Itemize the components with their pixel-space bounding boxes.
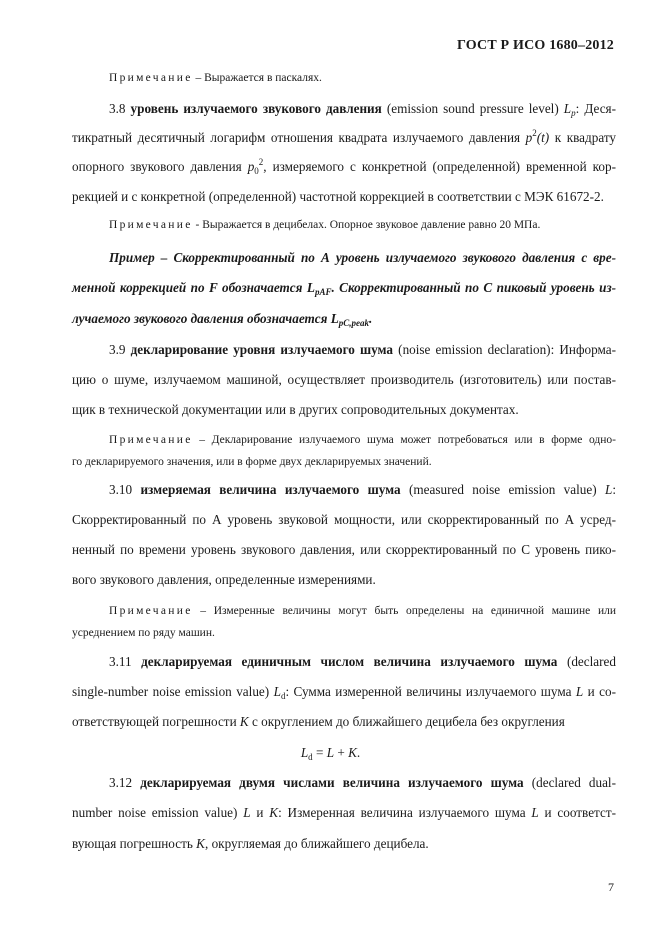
definition-3-8-line-4: рекцией и с конкретной (определенной) частотной коррекцией в соответствии с МЭК 61672-2. xyxy=(72,189,604,204)
note-label: Примечание xyxy=(109,219,193,231)
term-3-11: декларируемая единичным числом величина излучаемого шума xyxy=(141,654,558,669)
term-3-8: уровень излучаемого звукового давления xyxy=(130,101,382,116)
term-3-12: декларируемая двумя числами величина излучаемого шума xyxy=(140,775,524,790)
definition-3-10-line-2: Скорректированный по А уровень звуковой мощности, или скорректированный по А усред- xyxy=(72,512,616,527)
definition-3-8-line-3: опорного звукового давления $p_0^2$, измеряемого с конкретной (определенной) временной кор- xyxy=(72,157,616,176)
definition-3-12-line-3: вующая погрешность K, округляемая до ближайшего децибела. xyxy=(72,836,429,851)
note-paragraph xyxy=(109,217,616,233)
example-line-3: лучаемого звукового давления обозначается $L_{pC,peak}$. xyxy=(72,311,373,328)
note-label: Примечание xyxy=(109,72,193,84)
definition-3-12-line-2: number noise emission value) L и K: Измеренная величина излучаемого шума L и соответст- xyxy=(72,805,616,820)
note-text: - Выражается в децибелах. Опорное звуковое давление равно 20 МПа. xyxy=(192,219,541,231)
definition-3-8-line-2: тикратный десятичный логарифм отношения квадрата излучаемого давления $p^2(t)$ к квадрату xyxy=(72,128,617,145)
term-3-10: измеряемая величина излучаемого шума xyxy=(140,482,401,497)
definition-3-12-line-1: 3.12 декларируемая двумя числами величина излучаемого шума (declared dual- xyxy=(109,775,616,790)
term-3-9: декларирование уровня излучаемого шума xyxy=(130,342,394,357)
note-paragraph-line-2: го декларируемого значения, или в форме двух декларируемых значений. xyxy=(72,456,432,468)
page-number: 7 xyxy=(608,880,614,894)
document-header: ГОСТ Р ИСО 1680–2012 xyxy=(456,38,614,53)
definition-3-11-line-1: 3.11 декларируемая единичным числом величина излучаемого шума (declared xyxy=(109,654,616,669)
note-paragraph: Примечание – Измеренные величины могут быть определены на единичной машине или xyxy=(109,605,616,617)
example-line-2: менной коррекцией по F обозначается $L_{pAF}$. Скорректированный по С пиковый уровень из- xyxy=(72,280,616,297)
definition-3-9-line-2: цию о шуме, излучаемом машиной, осуществляет производитель (изготовитель) или постав- xyxy=(72,372,616,387)
definition-3-8-line-1: 3.8 уровень излучаемого звукового давления (emission sound pressure level) $L_p$: Деся- xyxy=(109,101,617,118)
definition-3-11-line-2: single-number noise emission value) $L_d$: Сумма измеренной величины излучаемого шума L и со- xyxy=(72,684,616,701)
note-label: Примечание xyxy=(109,434,193,446)
example-line-1: Пример – Скорректированный по А уровень излучаемого звукового давления с вре- xyxy=(109,250,616,265)
definition-3-10-line-3: ненный по времени уровень звукового давления, или скорректированный по С уровень пико- xyxy=(72,542,616,557)
definition-3-9-line-1: 3.9 декларирование уровня излучаемого шума (noise emission declaration): Информа- xyxy=(109,342,616,357)
definition-3-10-line-1: 3.10 измеряемая величина излучаемого шума (measured noise emission value) L: xyxy=(109,482,616,497)
definition-3-11-line-3: ответствующей погрешности K с округлением до ближайшего децибела без округления xyxy=(72,714,565,729)
definition-3-9-line-3: щик в технической документации или в других сопроводительных документах. xyxy=(72,402,519,417)
note-text: – Выражается в паскалях. xyxy=(192,72,322,84)
definition-3-10-line-4: вого звукового давления, определенные измерениями. xyxy=(72,572,376,587)
note-paragraph: Примечание – Декларирование излучаемого шума может потребоваться или в форме одно- xyxy=(109,434,616,446)
formula: $L_d = L + K$. xyxy=(300,745,361,762)
note-paragraph xyxy=(109,70,616,86)
note-label: Примечание xyxy=(109,605,193,617)
note-paragraph-line-2: усреднением по ряду машин. xyxy=(72,627,215,639)
